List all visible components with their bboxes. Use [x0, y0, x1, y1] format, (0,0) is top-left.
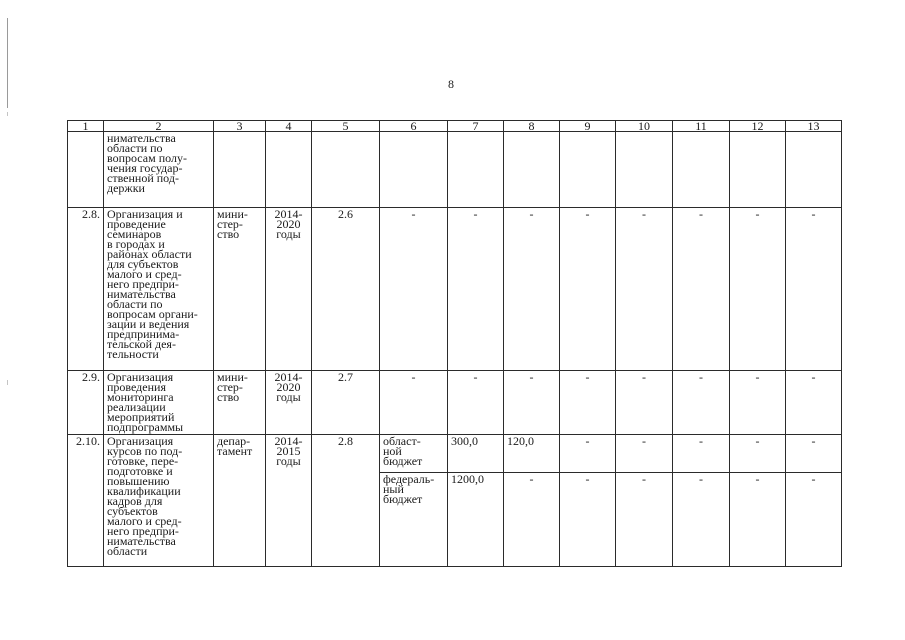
row-number-cell: 2.8. [68, 208, 104, 371]
code-cell: 2.6 [312, 208, 380, 371]
column-number-3: 3 [214, 121, 266, 132]
table-row-continuation [68, 132, 842, 208]
value-cell: 120,0 [504, 435, 560, 473]
funding-source-cell: федераль- ный бюджет [380, 473, 448, 567]
source-cell: - [380, 371, 448, 435]
code-cell: 2.7 [312, 371, 380, 435]
scan-margin-line [7, 18, 8, 108]
table-row-2-9 [68, 371, 842, 435]
value-cell: - [730, 435, 786, 473]
executor-cell: мини- стер- ство [214, 208, 266, 371]
column-number-1: 1 [68, 121, 104, 132]
value-cell: - [786, 208, 842, 371]
value-cell: - [730, 208, 786, 371]
value-cell [673, 132, 730, 208]
value-cell [504, 132, 560, 208]
funding-source-cell: област- ной бюджет [380, 435, 448, 473]
column-number-10: 10 [616, 121, 673, 132]
value-cell: 1200,0 [448, 473, 504, 567]
value-cell: 300,0 [448, 435, 504, 473]
column-number-5: 5 [312, 121, 380, 132]
value-cell: - [786, 371, 842, 435]
header-row [68, 121, 842, 132]
table-row-2-8 [68, 208, 842, 371]
value-cell: - [560, 371, 616, 435]
value-cell: - [616, 435, 673, 473]
executor-cell: мини- стер- ство [214, 371, 266, 435]
scan-margin-mark [7, 112, 8, 116]
activity-cell: Организация проведения мониторинга реализации мероприятий подпрограммы [104, 371, 214, 435]
row-number-cell: 2.9. [68, 371, 104, 435]
row-number-cell: 2.10. [68, 435, 104, 567]
executor-cell: депар- тамент [214, 435, 266, 567]
value-cell [730, 132, 786, 208]
period-cell: 2014- 2015 годы [266, 435, 312, 567]
column-number-13: 13 [786, 121, 842, 132]
value-cell [786, 132, 842, 208]
value-cell: - [786, 473, 842, 567]
executor-cell [214, 132, 266, 208]
value-cell: - [560, 473, 616, 567]
source-cell [380, 132, 448, 208]
value-cell: - [673, 473, 730, 567]
column-number-9: 9 [560, 121, 616, 132]
code-cell: 2.8 [312, 435, 380, 567]
period-cell: 2014- 2020 годы [266, 371, 312, 435]
value-cell: - [673, 208, 730, 371]
column-number-2: 2 [104, 121, 214, 132]
value-cell: - [448, 371, 504, 435]
page-number: 8 [448, 77, 454, 91]
value-cell: - [560, 435, 616, 473]
column-number-12: 12 [730, 121, 786, 132]
value-cell: - [504, 208, 560, 371]
value-cell: - [504, 473, 560, 567]
value-cell: - [730, 473, 786, 567]
code-cell [312, 132, 380, 208]
table-row-2-10-regional [68, 435, 842, 473]
value-cell: - [560, 208, 616, 371]
value-cell [560, 132, 616, 208]
value-cell: - [673, 435, 730, 473]
value-cell: - [673, 371, 730, 435]
activity-cell: нимательства области по вопросам полу- чения государ- ственной под- держки [104, 132, 214, 208]
period-cell: 2014- 2020 годы [266, 208, 312, 371]
column-number-7: 7 [448, 121, 504, 132]
value-cell: - [730, 371, 786, 435]
value-cell: - [616, 371, 673, 435]
column-number-6: 6 [380, 121, 448, 132]
value-cell: - [448, 208, 504, 371]
column-number-11: 11 [673, 121, 730, 132]
value-cell: - [616, 208, 673, 371]
column-number-4: 4 [266, 121, 312, 132]
value-cell [448, 132, 504, 208]
period-cell [266, 132, 312, 208]
value-cell [616, 132, 673, 208]
value-cell: - [504, 371, 560, 435]
value-cell: - [616, 473, 673, 567]
activity-cell: Организация и проведение семинаров в городах и районах области для субъектов малого и сред- него предпри- нимательства области по вопросам органи- зации и ведения предпринима- тельской дея- тельности [104, 208, 214, 371]
value-cell: - [786, 435, 842, 473]
column-number-8: 8 [504, 121, 560, 132]
program-activities-table [67, 120, 842, 567]
activity-cell: Организация курсов по под- готовке, пере- подготовке и повышению квалификации кадров для субъектов малого и сред- него предпри- нимательства области [104, 435, 214, 567]
row-number-cell [68, 132, 104, 208]
scan-margin-mark [7, 380, 8, 385]
source-cell: - [380, 208, 448, 371]
